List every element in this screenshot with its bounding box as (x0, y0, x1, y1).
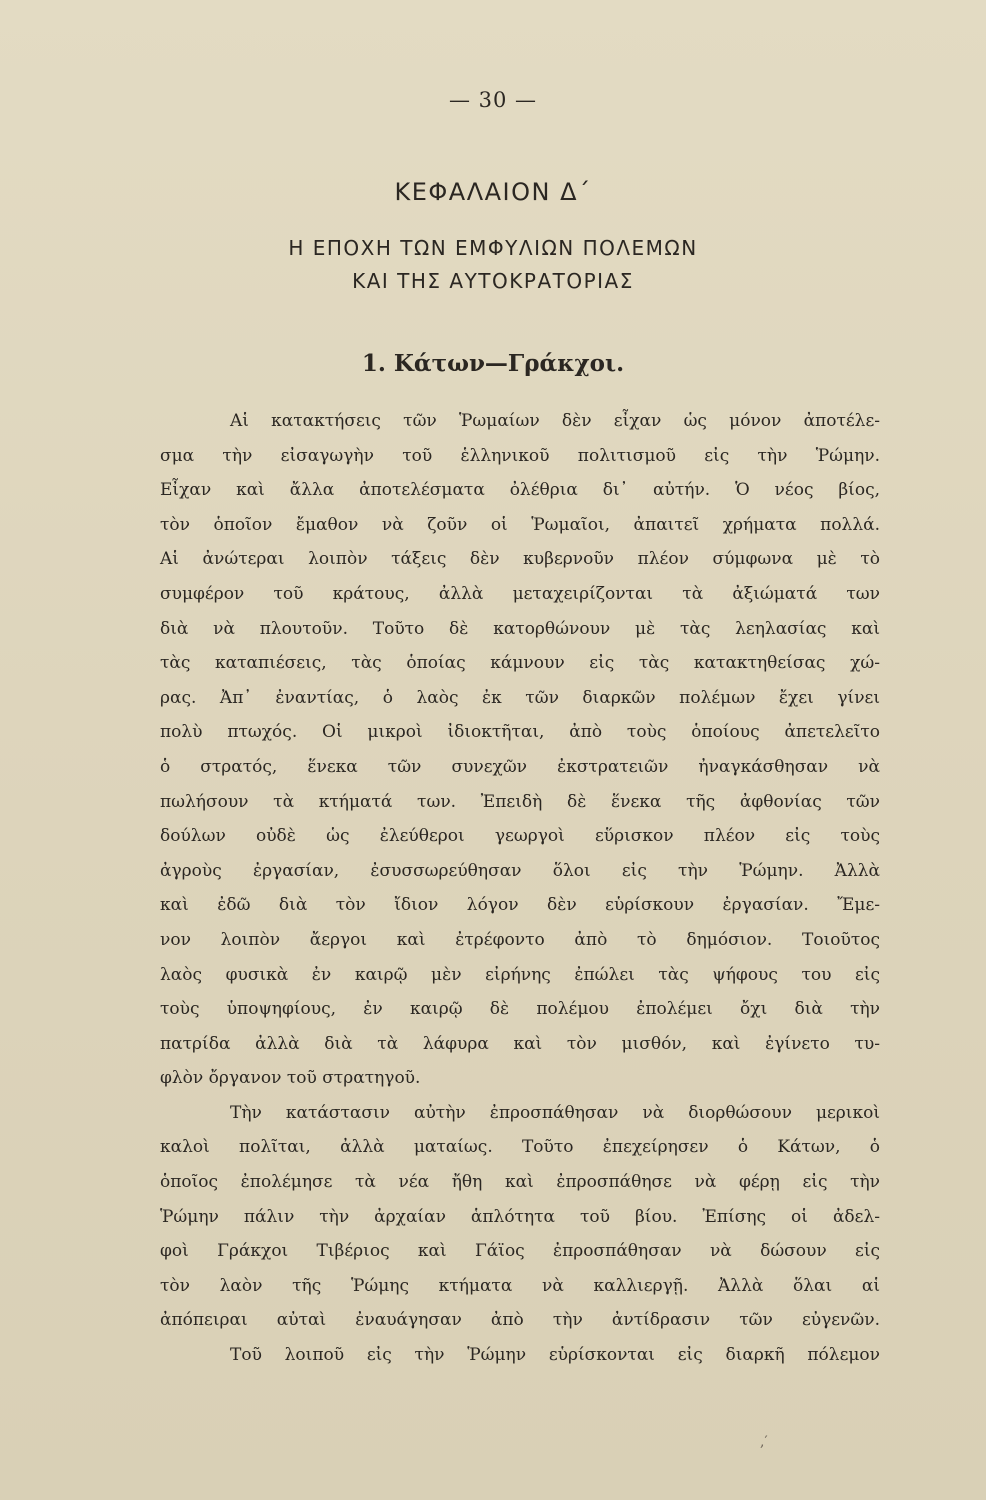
text-line: καὶ ἐδῶ διὰ τὸν ἴδιον λόγον δὲν εὑρίσκουν ἐργασίαν. Ἔμε- (160, 895, 880, 916)
body-text (160, 404, 880, 1373)
chapter-subtitle-line-2: ΚΑΙ ΤΗΣ ΑΥΤΟΚΡΑΤΟΡΙΑΣ (352, 269, 634, 293)
text-line: Τὴν κατάστασιν αὐτὴν ἐπροσπάθησαν νὰ διορθώσουν μερικοὶ (230, 1102, 880, 1123)
text-line: ρας. Ἀπ᾽ ἐναντίας, ὁ λαὸς ἐκ τῶν διαρκῶν πολέμων ἔχει γίνει (160, 687, 880, 708)
text-line: τοὺς ὑποψηφίους, ἐν καιρῷ δὲ πολέμου ἐπολέμει ὄχι διὰ τὴν (160, 999, 880, 1020)
text-line: δούλων οὐδὲ ὡς ἐλεύθεροι γεωργοὶ εὕρισκον πλέον εἰς τοὺς (160, 826, 880, 847)
text-line: συμφέρον τοῦ κράτους, ἀλλὰ μεταχειρίζονται τὰ ἀξιώματά των (160, 583, 880, 604)
text-line: σμα τὴν εἰσαγωγὴν τοῦ ἑλληνικοῦ πολιτισμοῦ εἰς τὴν Ῥώμην. (160, 445, 880, 466)
text-line: πωλήσουν τὰ κτήματά των. Ἐπειδὴ δὲ ἕνεκα τῆς ἀφθονίας τῶν (160, 791, 880, 812)
text-line: Αἱ ἀνώτεραι λοιπὸν τάξεις δὲν κυβερνοῦν πλέον σύμφωνα μὲ τὸ (160, 549, 880, 570)
text-line: ὁποῖος ἐπολέμησε τὰ νέα ἤθη καὶ ἐπροσπάθησε νὰ φέρῃ εἰς τὴν (160, 1172, 880, 1193)
text-line: καλοὶ πολῖται, ἀλλὰ ματαίως. Τοῦτο ἐπεχείρησεν ὁ Κάτων, ὁ (160, 1137, 880, 1158)
section-title: 1. Κάτων—Γράκχοι. (361, 350, 625, 377)
text-line: φλὸν ὄργανον τοῦ στρατηγοῦ. (160, 1068, 421, 1089)
text-line: ἀπόπειραι αὐταὶ ἐναυάγησαν ἀπὸ τὴν ἀντίδρασιν τῶν εὐγενῶν. (160, 1310, 880, 1331)
text-line: ὁ στρατός, ἕνεκα τῶν συνεχῶν ἐκστρατειῶν ἠναγκάσθησαν νὰ (160, 756, 880, 777)
text-line: Τοῦ λοιποῦ εἰς τὴν Ῥώμην εὑρίσκονται εἰς διαρκῆ πόλεμον (230, 1345, 880, 1366)
text-line: λαὸς φυσικὰ ἐν καιρῷ μὲν εἰρήνης ἐπώλει τὰς ψήφους του εἰς (160, 964, 880, 985)
text-line: φοὶ Γράκχοι Τιβέριος καὶ Γάϊος ἐπροσπάθησαν νὰ δώσουν εἰς (160, 1241, 880, 1262)
text-line: διὰ νὰ πλουτοῦν. Τοῦτο δὲ κατορθώνουν μὲ τὰς λεηλασίας καὶ (160, 618, 880, 639)
text-line: ἀγροὺς ἐργασίαν, ἐσυσσωρεύθησαν ὅλοι εἰς τὴν Ῥώμην. Ἀλλὰ (160, 860, 880, 881)
page-number: — 30 — (448, 88, 538, 112)
chapter-title: ΚΕΦΑΛΑΙΟΝ Δ΄ (394, 178, 592, 206)
text-line: νον λοιπὸν ἄεργοι καὶ ἐτρέφοντο ἀπὸ τὸ δημόσιον. Τοιοῦτος (160, 929, 880, 950)
text-line: Ῥώμην πάλιν τὴν ἀρχαίαν ἁπλότητα τοῦ βίου. Ἐπίσης οἱ ἀδελ- (160, 1206, 880, 1227)
text-line: τὰς καταπιέσεις, τὰς ὁποίας κάμνουν εἰς τὰς κατακτηθείσας χώ- (160, 653, 880, 674)
text-line: πατρίδα ἀλλὰ διὰ τὰ λάφυρα καὶ τὸν μισθόν, καὶ ἐγίνετο τυ- (160, 1033, 880, 1054)
text-line: πολὺ πτωχός. Οἱ μικροὶ ἰδιοκτῆται, ἀπὸ τοὺς ὁποίους ἀπετελεῖτο (160, 722, 880, 743)
text-line: τὸν ὁποῖον ἔμαθον νὰ ζοῦν οἱ Ῥωμαῖοι, ἀπαιτεῖ χρήματα πολλά. (160, 514, 880, 535)
pencil-mark: ,′ (760, 1434, 768, 1450)
text-line: Αἱ κατακτήσεις τῶν Ῥωμαίων δὲν εἶχαν ὡς μόνον ἀποτέλε- (230, 411, 880, 431)
text-line: Εἶχαν καὶ ἄλλα ἀποτελέσματα ὀλέθρια δι᾽ αὐτήν. Ὁ νέος βίος, (160, 480, 880, 501)
chapter-subtitle-line-1: Η ΕΠΟΧΗ ΤΩΝ ΕΜΦΥΛΙΩΝ ΠΟΛΕΜΩΝ (288, 236, 698, 260)
text-line: τὸν λαὸν τῆς Ῥώμης κτήματα νὰ καλλιεργῇ. Ἀλλὰ ὅλαι αἱ (160, 1275, 880, 1296)
